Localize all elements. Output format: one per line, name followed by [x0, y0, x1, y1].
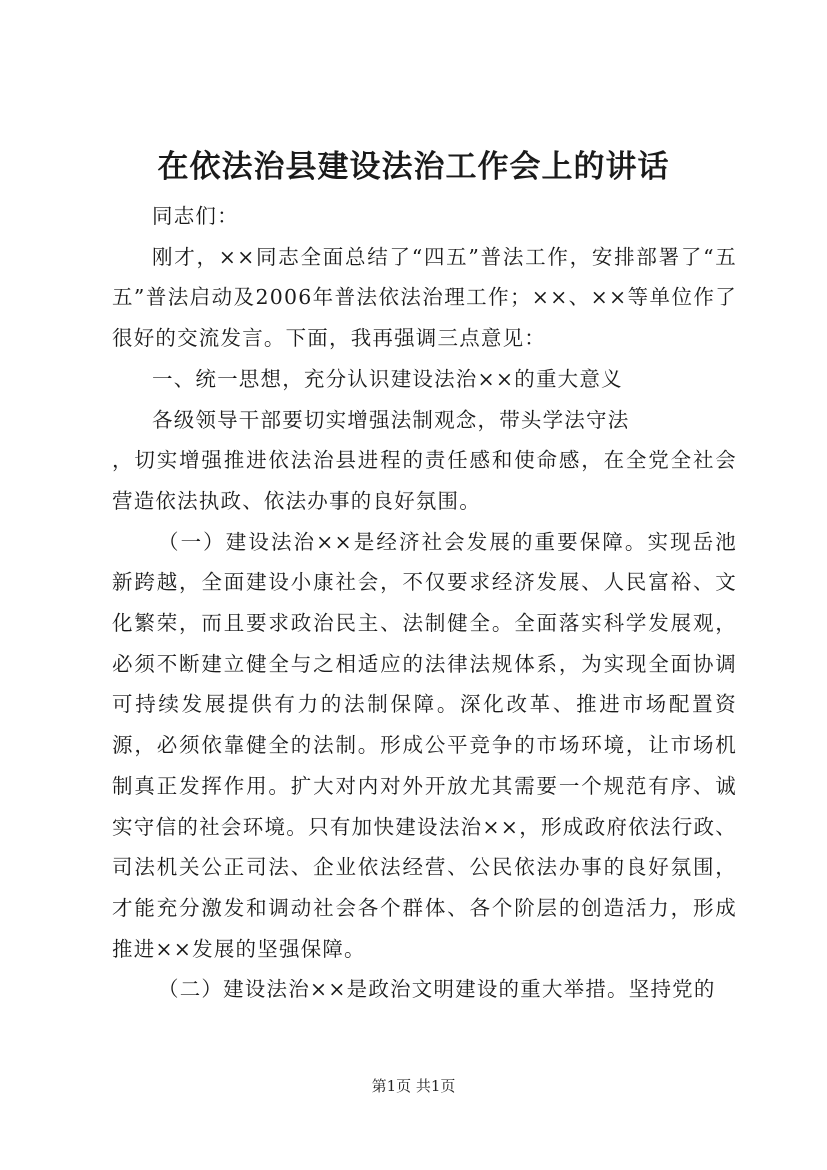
page-footer: 第1页 共1页 [371, 1077, 456, 1095]
paragraph-1: 刚才，××同志全面总结了“四五”普法工作，安排部署了“五五”普法启动及2006年普法依法治理工作；××、××等单位作了很好的交流发言。下面，我再强调三点意见： [112, 244, 737, 351]
section-heading-1: 一、统一思想，充分认识建设法治××的重大意义 [152, 366, 623, 391]
document-title: 在依法治县建设法治工作会上的讲话 [157, 149, 670, 185]
document-body [112, 196, 737, 1010]
paragraph-4: （一）建设法治××是经济社会发展的重要保障。实现岳池新跨越，全面建设小康社会，不仅要求经济发展、人民富裕、文化繁荣，而且要求政治民主、法制健全。全面落实科学发展观，必须不断建立健全与之相适应的法律法规体系，为实现全面协调可持续发展提供有力的法制保障。深化改革、推进市场配置资源，必须依靠健全的法制。形成公平竞争的市场环境，让市场机制真正发挥作用。扩大对内对外开放尤其需要一个规范有序、诚实守信的社会环境。只有加快建设法治××，形成政府依法行政、司法机关公正司法、企业依法经营、公民依法办事的良好氛围，才能充分激发和调动社会各个群体、各个阶层的创造活力，形成推进××发展的坚强保障。 [112, 529, 737, 961]
paragraph-5: （二）建设法治××是政治文明建设的重大举措。坚持党的 [158, 977, 716, 1002]
salutation: 同志们： [152, 204, 239, 228]
paragraph-3: ，切实增强推进依法治县进程的责任感和使命感，在全党全社会营造依法执政、依法办事的良好氛围。 [112, 448, 737, 513]
paragraph-2: 各级领导干部要切实增强法制观念，带头学法守法 [152, 407, 630, 432]
